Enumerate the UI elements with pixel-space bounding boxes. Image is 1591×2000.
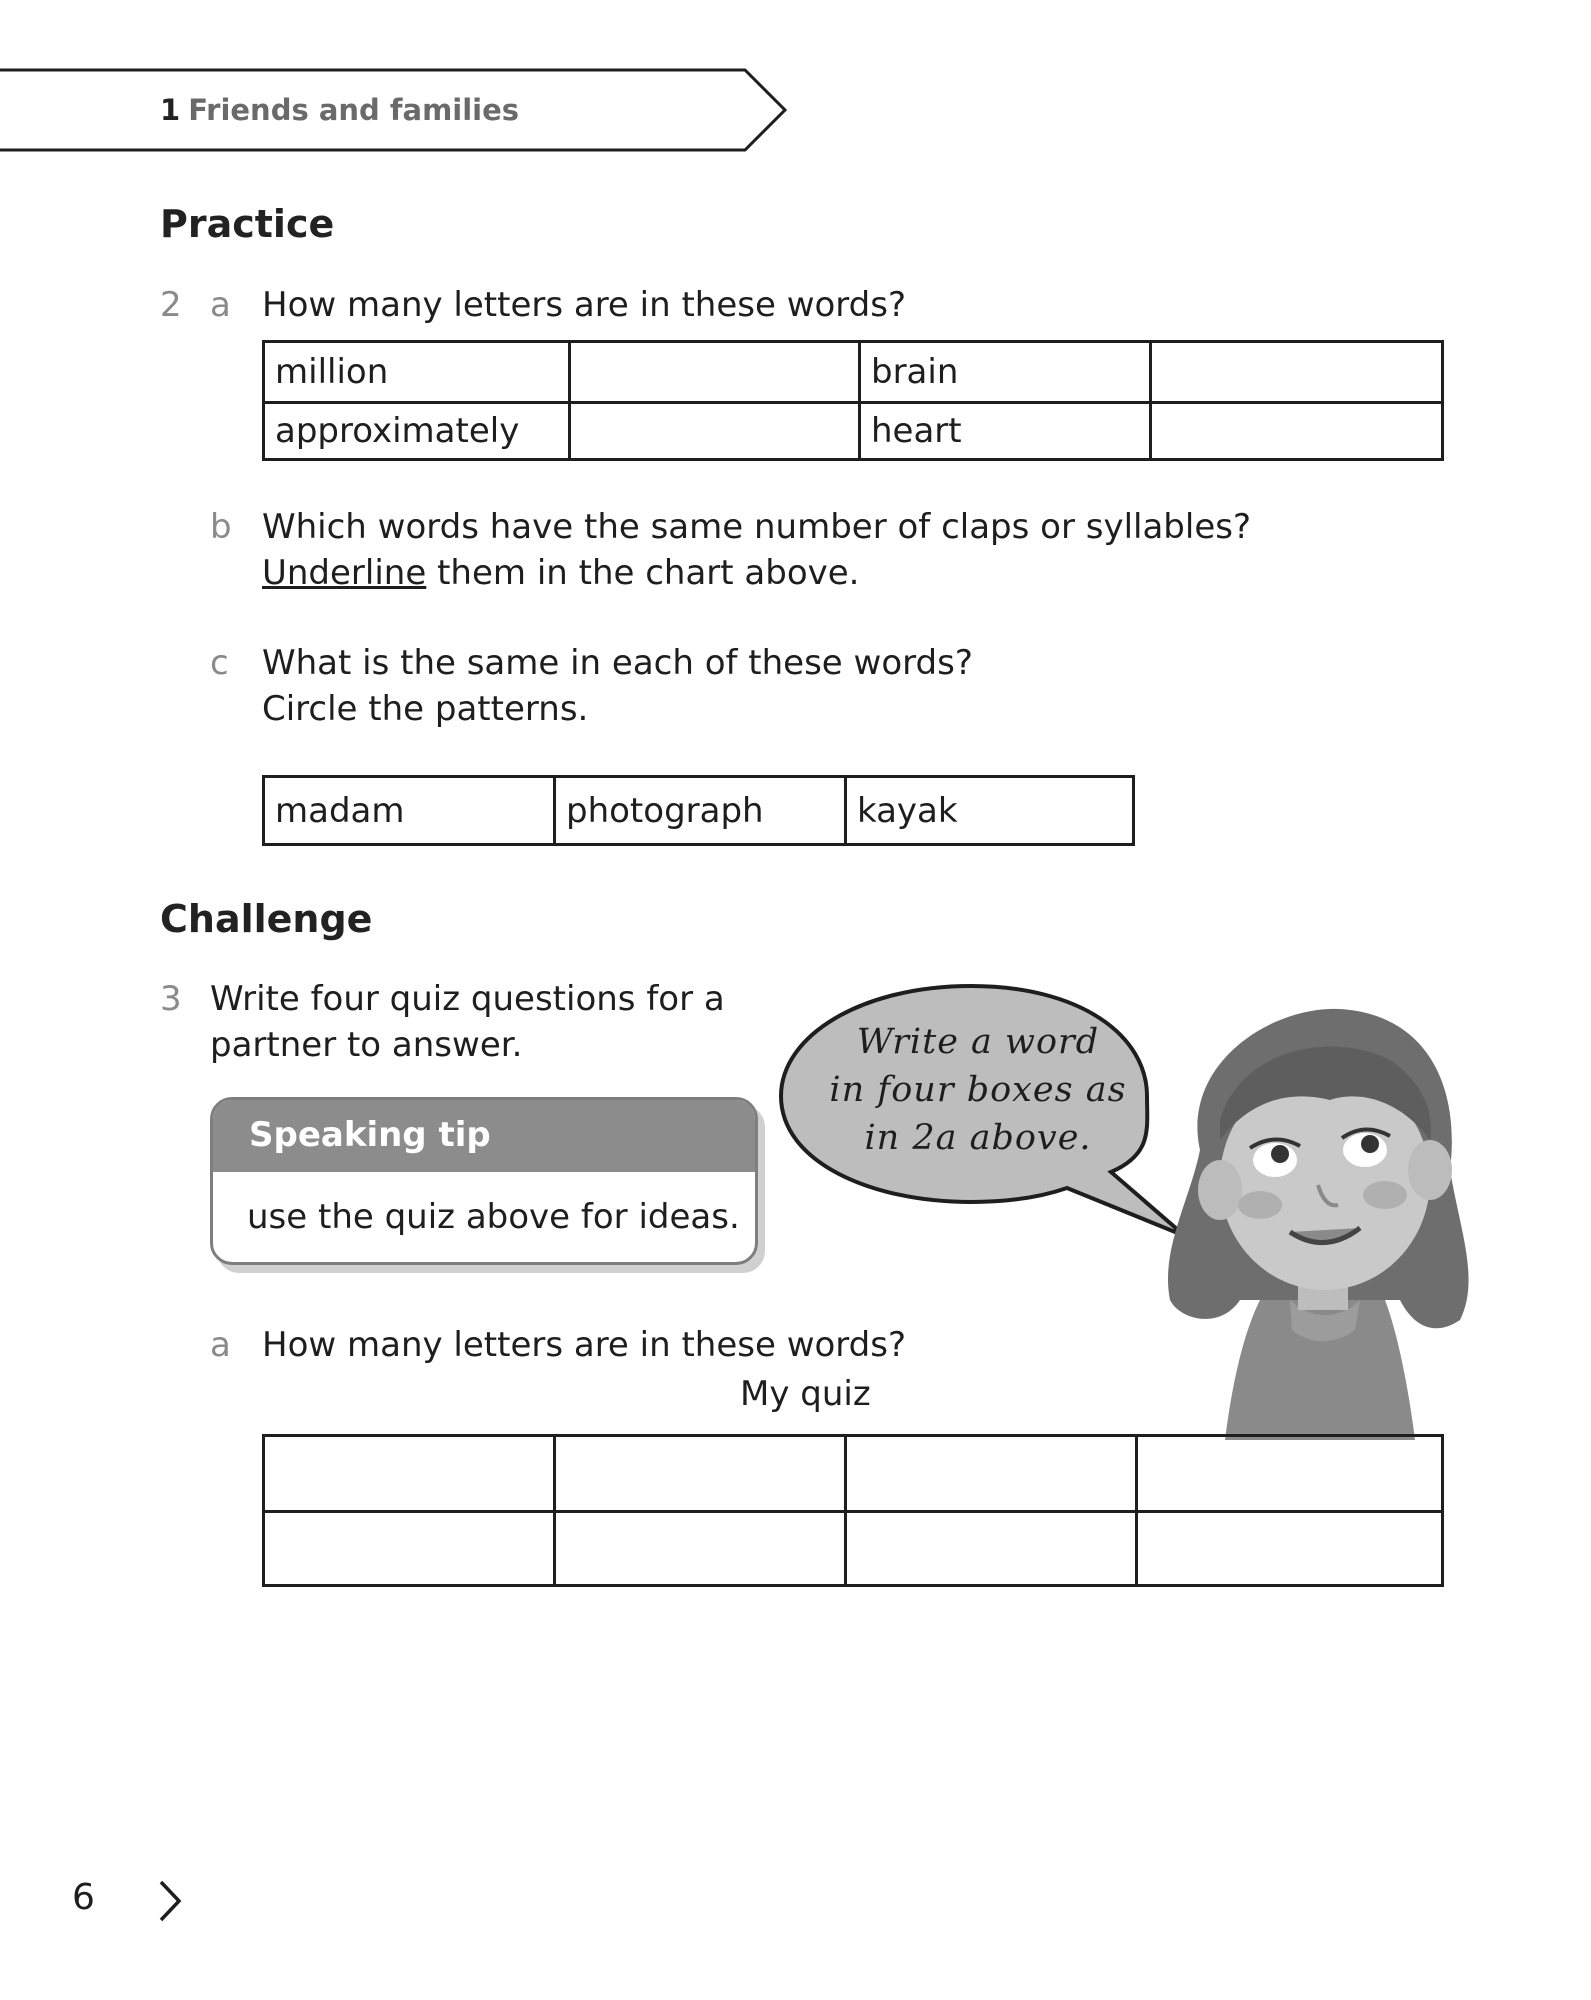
- quiz-cell[interactable]: [1137, 1512, 1443, 1586]
- quiz-cell[interactable]: [555, 1436, 846, 1512]
- quiz-cell[interactable]: [264, 1436, 555, 1512]
- answer-cell[interactable]: [570, 342, 860, 403]
- question-2b-line2-rest: them in the chart above.: [426, 553, 860, 593]
- speaking-tip-body: use the quiz above for ideas.: [247, 1197, 740, 1237]
- question-number-3: 3: [160, 979, 182, 1019]
- chapter-title: [160, 92, 519, 128]
- speaking-tip-title: Speaking tip: [213, 1100, 755, 1172]
- word-cell: approximately: [264, 403, 570, 460]
- underline-word: Underline: [262, 553, 427, 593]
- chevron-right-icon: [155, 1878, 185, 1924]
- speech-line: Write a word: [856, 1022, 1100, 1062]
- pattern-words-table: [262, 775, 1135, 846]
- part-b-letter: b: [210, 507, 232, 547]
- word-cell: million: [264, 342, 570, 403]
- question-3-line2: partner to answer.: [210, 1025, 523, 1065]
- question-2b-line2: [262, 551, 859, 595]
- girl-illustration: [1160, 1000, 1480, 1440]
- my-quiz-table: [262, 1434, 1444, 1587]
- my-quiz-title: My quiz: [740, 1374, 871, 1414]
- word-cell: heart: [860, 403, 1151, 460]
- speech-bubble-text: [808, 1018, 1148, 1162]
- question-2c-line1: What is the same in each of these words?: [262, 643, 973, 683]
- pattern-word-cell[interactable]: madam: [264, 777, 555, 845]
- challenge-a-prompt: How many letters are in these words?: [262, 1325, 907, 1365]
- speaking-tip-box: [210, 1097, 758, 1265]
- letters-table: [262, 340, 1444, 461]
- speech-line: in 2a above.: [864, 1118, 1092, 1158]
- challenge-heading: Challenge: [160, 897, 373, 941]
- answer-cell[interactable]: [570, 403, 860, 460]
- part-a-letter-challenge: a: [210, 1325, 231, 1365]
- pattern-word-cell[interactable]: photograph: [555, 777, 846, 845]
- chapter-name: Friends and families: [188, 93, 520, 127]
- question-number-2: 2: [160, 285, 182, 325]
- quiz-cell[interactable]: [1137, 1436, 1443, 1512]
- word-cell: brain: [860, 342, 1151, 403]
- question-2c-line2: Circle the patterns.: [262, 689, 589, 729]
- part-a-letter: a: [210, 285, 231, 325]
- chapter-number: 1: [160, 93, 181, 127]
- quiz-cell[interactable]: [555, 1512, 846, 1586]
- pattern-word-cell[interactable]: kayak: [846, 777, 1134, 845]
- answer-cell[interactable]: [1151, 403, 1443, 460]
- quiz-cell[interactable]: [264, 1512, 555, 1586]
- question-3-line1: Write four quiz questions for a: [210, 979, 725, 1019]
- page-number: 6: [72, 1877, 95, 1918]
- question-2a-prompt: How many letters are in these words?: [262, 285, 907, 325]
- quiz-cell[interactable]: [846, 1512, 1137, 1586]
- speech-line: in four boxes as: [829, 1070, 1127, 1110]
- question-2b-line1: Which words have the same number of claps or syllables?: [262, 507, 1252, 547]
- quiz-cell[interactable]: [846, 1436, 1137, 1512]
- part-c-letter: c: [210, 643, 229, 683]
- answer-cell[interactable]: [1151, 342, 1443, 403]
- practice-heading: Practice: [160, 202, 335, 246]
